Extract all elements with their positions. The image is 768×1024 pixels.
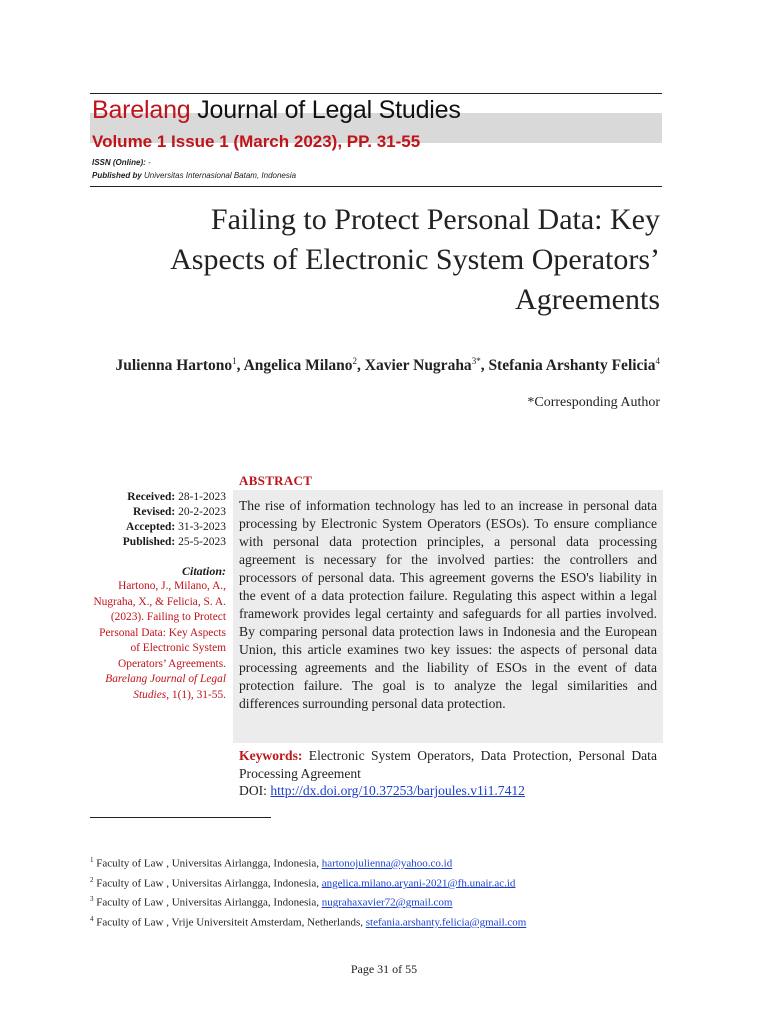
footnote: $^1$ Faculty of Law , Universitas Airlangga, Indonesia, hartonojulienna@yahoo.co.id [90,856,453,870]
email-link[interactable]: hartonojulienna@yahoo.co.id [321,857,453,870]
author-list: Julienna Hartono$^1$, Angelica Milano$^2$, Xavier Nugraha$^{3*}$, Stefania Arshanty Felicia$^4$ [115,356,660,375]
email-link[interactable]: stefania.arshanty.felicia@gmail.com [365,916,527,929]
citation-text: Hartono, J., Milano, A., Nugraha, X., & Felicia, S. A. (2023). Failing to Protect Personal Data: Key Aspects of Electronic System Operators’ Agreements. Barelang Journal of Legal Studies, 1(1), 31-55. [93,580,226,701]
header-bottom-rule [90,186,662,187]
footnotes [90,852,670,931]
header-top-rule [90,93,662,94]
journal-title [92,96,461,125]
author: Stefania Arshanty Felicia$^4$ [488,356,660,375]
corresponding-author-note: *Corresponding Author [527,395,660,410]
issn: ISSN (Online): - [92,158,151,167]
doi-link[interactable]: http://dx.doi.org/10.37253/barjoules.v1i1.7412 [270,783,525,798]
email-link[interactable]: nugrahaxavier72@gmail.com [321,896,453,909]
author: Julienna Hartono$^1$ [115,356,237,375]
publisher: Published by Universitas Internasional Batam, Indonesia [92,171,297,180]
author: Angelica Milano$^2$ [243,356,358,375]
paper-title: Failing to Protect Personal Data: Key Aspects of Electronic System Operators’ Agreements [170,203,660,316]
footnote: $^3$ Faculty of Law , Universitas Airlangga, Indonesia, nugrahaxavier72@gmail.com [90,895,453,909]
email-link[interactable]: angelica.milano.aryani-2021@fh.unair.ac.id [321,877,516,890]
article-history: Received: 28-1-2023 Revised: 20-2-2023 Accepted: 31-3-2023 Published: 25-5-2023 [122,491,226,548]
abstract-heading: ABSTRACT [239,473,313,488]
journal-brand: Barelang [92,96,191,124]
keywords: Keywords: Electronic System Operators, Data Protection, Personal Data Processing Agreement [239,748,657,781]
abstract-text: The rise of information technology has led to an increase in personal data processing by Electronic System Operators (ESOs). To ensure compliance with personal data protection principles, a personal data processing agreement is necessary for the involved parties: the controllers and processors of personal data. This agreement governs the ESO's liability in the event of a data protection failure. Regulating this aspect within a legal framework provides legal certainty and safeguards for all parties involved. By comparing personal data protection laws in Indonesia and the European Union, this article examines two key issues: the aspects of personal data processing agreements and the liability of ESOs in the event of data protection failure. The goal is to analyze the legal similarities and differences surrounding personal data protection. [239,498,657,711]
volume-info: Volume 1 Issue 1 (March 2023), PP. 31-55 [92,132,421,151]
author: Xavier Nugraha$^{3*}$ [364,356,481,375]
journal-name: Journal of Legal Studies [190,96,461,124]
footnote: $^4$ Faculty of Law , Vrije Universiteit Amsterdam, Netherlands, stefania.arshanty.felicia@gmail.com [90,914,527,929]
doi: DOI: http://dx.doi.org/10.37253/barjoules.v1i1.7412 [239,783,525,798]
page-number: Page 31 of 55 [350,962,418,976]
citation-heading: Citation: [181,564,226,578]
footnote: $^2$ Faculty of Law , Universitas Airlangga, Indonesia, angelica.milano.aryani-2021@fh.unair.ac.id [90,875,516,890]
footnote-rule [90,817,271,818]
